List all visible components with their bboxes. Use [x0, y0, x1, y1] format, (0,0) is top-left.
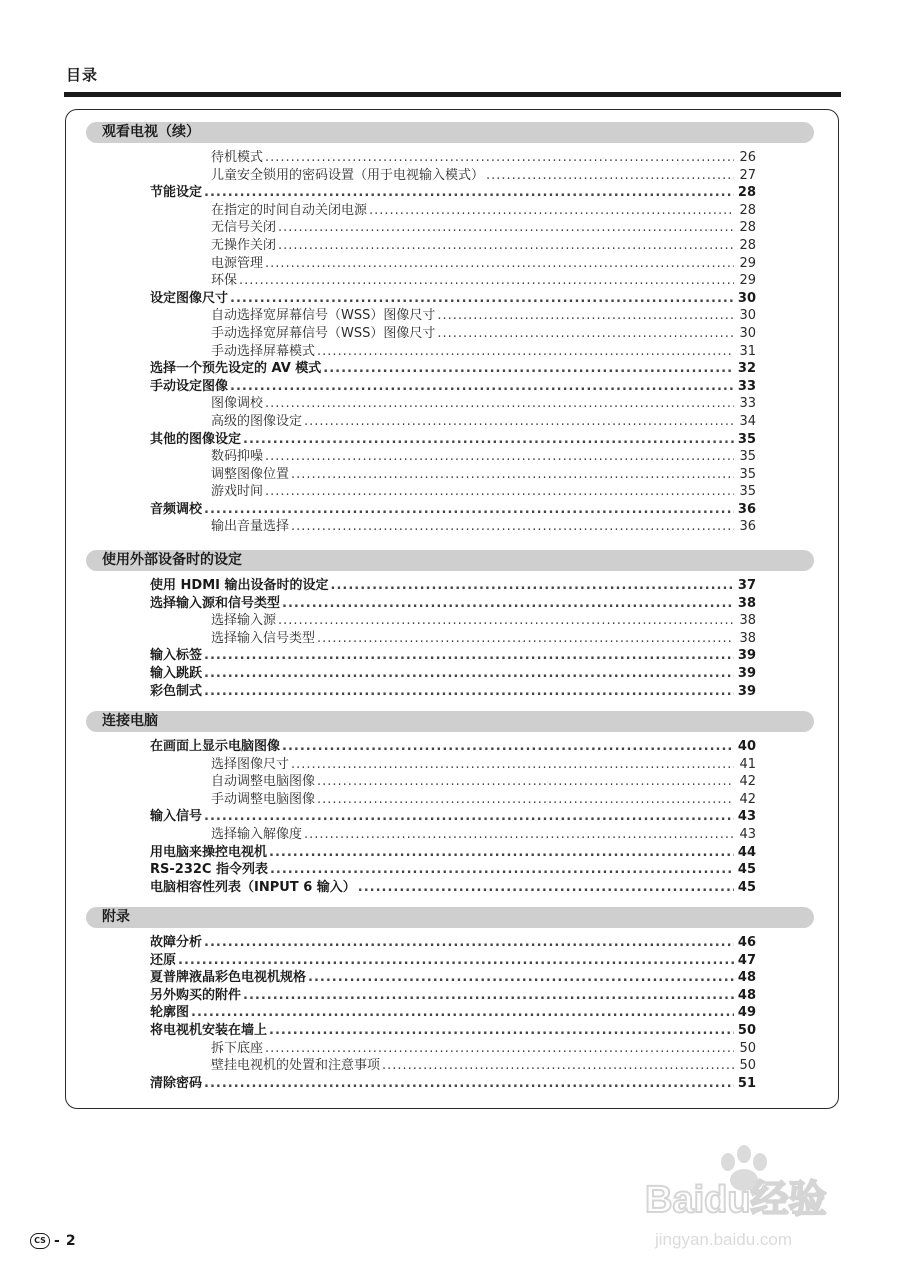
dot-leader — [282, 595, 734, 613]
baidu-jingyan-watermark — [640, 1140, 870, 1260]
entry-page-number: 44 — [737, 844, 756, 860]
entry-label: 无操作关闭 — [211, 237, 277, 253]
dot-leader — [204, 184, 734, 202]
entry-label: 手动选择屏幕模式 — [211, 343, 316, 359]
dot-leader — [291, 466, 734, 484]
entry-label: 节能设定 — [150, 185, 203, 201]
entry-label: 数码抑噪 — [211, 449, 264, 465]
toc-subentry — [211, 1040, 756, 1058]
dot-leader — [358, 879, 734, 897]
toc-subentry — [211, 630, 756, 648]
toc-entry — [150, 987, 756, 1005]
entry-label: 在指定的时间自动关闭电源 — [211, 202, 368, 218]
toc-subentry — [211, 255, 756, 273]
watermark-url: jingyan.baidu.com — [655, 1230, 793, 1249]
entry-page-number: 38 — [739, 613, 756, 629]
entry-page-number: 31 — [739, 343, 756, 359]
dot-leader — [323, 360, 734, 378]
toc-subentry — [211, 343, 756, 361]
dot-leader — [265, 1040, 734, 1058]
entry-page-number: 50 — [739, 1058, 756, 1074]
entry-label: 无信号关闭 — [211, 220, 277, 236]
entry-label: 高级的图像设定 — [211, 413, 303, 429]
toc-entry — [150, 844, 756, 862]
dot-leader — [191, 1004, 734, 1022]
toc-entry — [150, 360, 756, 378]
entry-page-number: 41 — [739, 756, 756, 772]
entry-page-number: 37 — [737, 578, 756, 593]
dot-leader — [265, 483, 734, 501]
entry-label: 轮廓图 — [150, 1005, 190, 1021]
entry-page-number: 48 — [737, 970, 756, 986]
entry-page-number: 32 — [737, 361, 756, 377]
entry-page-number: 39 — [737, 665, 756, 681]
section-entries — [66, 738, 838, 896]
entry-page-number: 43 — [737, 809, 756, 825]
entry-page-number: 42 — [739, 774, 756, 790]
entry-label: 使用 HDMI 输出设备时的设定 — [150, 578, 329, 593]
dot-leader — [239, 272, 734, 290]
entry-page-number: 39 — [737, 648, 756, 664]
entry-page-number: 42 — [739, 791, 756, 807]
dot-leader — [270, 861, 734, 879]
dot-leader — [278, 219, 734, 237]
entry-page-number: 35 — [739, 484, 756, 500]
section-header: 使用外部设备时的设定 — [86, 550, 814, 571]
footer-separator: - — [54, 1233, 60, 1249]
entry-page-number: 28 — [739, 202, 756, 218]
entry-label: 输入信号 — [150, 809, 203, 825]
entry-page-number: 29 — [739, 255, 756, 271]
toc-section-appendix — [66, 907, 838, 1092]
dot-leader — [230, 378, 734, 396]
toc-entry — [150, 184, 756, 202]
entry-label: 调整图像位置 — [211, 466, 290, 482]
entry-page-number: 36 — [737, 501, 756, 517]
entry-page-number: 35 — [739, 449, 756, 465]
dot-leader — [317, 343, 734, 361]
toc-entry — [150, 879, 756, 897]
toc-subentry — [211, 518, 756, 536]
entry-label: 电源管理 — [211, 255, 264, 271]
dot-leader — [304, 413, 734, 431]
entry-label: 故障分析 — [150, 935, 203, 950]
section-entries — [66, 577, 838, 700]
dot-leader — [282, 738, 734, 756]
entry-page-number: 33 — [739, 396, 756, 412]
toc-entry — [150, 1004, 756, 1022]
toc-entry — [150, 934, 756, 952]
toc-subentry — [211, 448, 756, 466]
dot-leader — [204, 934, 734, 952]
toc-subentry — [211, 1057, 756, 1075]
title-rule — [64, 92, 841, 97]
dot-leader — [382, 1057, 734, 1075]
entry-page-number: 30 — [739, 308, 756, 324]
entry-label: 手动调整电脑图像 — [211, 791, 316, 807]
entry-label: 儿童安全锁用的密码设置（用于电视输入模式） — [211, 167, 485, 183]
toc-entry — [150, 683, 756, 701]
toc-subentry — [211, 395, 756, 413]
entry-page-number: 30 — [739, 325, 756, 341]
entry-page-number: 28 — [737, 185, 756, 201]
dot-leader — [269, 1022, 734, 1040]
toc-entry — [150, 1022, 756, 1040]
toc-subentry — [211, 237, 756, 255]
toc-subentry — [211, 826, 756, 844]
entry-label: 拆下底座 — [211, 1040, 264, 1056]
dot-leader — [204, 665, 734, 683]
toc-entry — [150, 501, 756, 519]
dot-leader — [317, 630, 734, 648]
entry-label: 其他的图像设定 — [150, 431, 242, 447]
entry-page-number: 35 — [739, 466, 756, 482]
toc-section-watching-tv — [66, 122, 838, 536]
dot-leader — [308, 969, 734, 987]
entry-label: 音频调校 — [150, 501, 203, 517]
dot-leader — [265, 149, 734, 167]
entry-label: 输出音量选择 — [211, 519, 290, 535]
entry-page-number: 34 — [739, 413, 756, 429]
toc-section-external-devices — [66, 550, 838, 700]
dot-leader — [204, 683, 734, 701]
dot-leader — [230, 290, 734, 308]
toc-subentry — [211, 307, 756, 325]
entry-page-number: 28 — [739, 220, 756, 236]
toc-subentry — [211, 219, 756, 237]
entry-label: 环保 — [211, 273, 238, 289]
entry-page-number: 29 — [739, 273, 756, 289]
entry-page-number: 43 — [739, 826, 756, 842]
entry-page-number: 26 — [739, 150, 756, 165]
toc-subentry — [211, 773, 756, 791]
toc-entry — [150, 577, 756, 595]
entry-label: 选择输入源和信号类型 — [150, 595, 281, 611]
dot-leader — [243, 431, 734, 449]
dot-leader — [204, 647, 734, 665]
toc-entry — [150, 647, 756, 665]
entry-label: 电脑相容性列表（INPUT 6 输入） — [150, 879, 356, 895]
toc-subentry — [211, 612, 756, 630]
toc-subentry — [211, 149, 756, 167]
entry-label: 用电脑来操控电视机 — [150, 844, 268, 860]
entry-label: 手动选择宽屏幕信号（WSS）图像尺寸 — [211, 325, 436, 341]
toc-entry — [150, 969, 756, 987]
entry-page-number: 39 — [737, 683, 756, 699]
entry-label: 手动设定图像 — [150, 378, 229, 394]
entry-label: 彩色制式 — [150, 683, 203, 699]
dot-leader — [304, 826, 734, 844]
entry-page-number: 45 — [737, 862, 756, 878]
entry-label: 输入标签 — [150, 648, 203, 664]
page-title: 目录 — [66, 66, 99, 84]
dot-leader — [278, 237, 734, 255]
entry-page-number: 49 — [737, 1005, 756, 1021]
entry-label: 选择输入信号类型 — [211, 630, 316, 646]
page-footer — [30, 1233, 76, 1249]
toc-entry — [150, 861, 756, 879]
entry-page-number: 36 — [739, 519, 756, 535]
dot-leader — [265, 255, 734, 273]
entry-page-number: 33 — [737, 378, 756, 394]
toc-subentry — [211, 756, 756, 774]
dot-leader — [331, 577, 735, 595]
dot-leader — [486, 167, 734, 185]
entry-label: 选择一个预先设定的 AV 模式 — [150, 361, 322, 377]
toc-entry — [150, 290, 756, 308]
entry-page-number: 50 — [737, 1022, 756, 1038]
section-entries — [66, 149, 838, 536]
entry-label: 壁挂电视机的处置和注意事项 — [211, 1058, 381, 1074]
entry-page-number: 38 — [737, 595, 756, 611]
table-of-contents — [65, 109, 839, 1109]
dot-leader — [317, 773, 734, 791]
language-badge: CS — [30, 1233, 50, 1249]
section-header: 连接电脑 — [86, 711, 814, 732]
entry-page-number: 46 — [737, 935, 756, 950]
toc-entry — [150, 595, 756, 613]
dot-leader — [178, 952, 734, 970]
toc-subentry — [211, 272, 756, 290]
toc-subentry — [211, 413, 756, 431]
dot-leader — [291, 518, 734, 536]
entry-label: 夏普牌液晶彩色电视机规格 — [150, 970, 307, 986]
entry-page-number: 51 — [737, 1075, 756, 1091]
toc-entry — [150, 952, 756, 970]
dot-leader — [317, 791, 734, 809]
dot-leader — [265, 448, 734, 466]
dot-leader — [437, 307, 734, 325]
entry-label: 游戏时间 — [211, 484, 264, 500]
dot-leader — [204, 501, 734, 519]
entry-label: 自动调整电脑图像 — [211, 774, 316, 790]
toc-subentry — [211, 202, 756, 220]
dot-leader — [291, 756, 734, 774]
entry-label: 选择输入解像度 — [211, 826, 303, 842]
toc-subentry — [211, 466, 756, 484]
section-entries — [66, 934, 838, 1092]
toc-subentry — [211, 791, 756, 809]
dot-leader — [437, 325, 734, 343]
toc-entry — [150, 738, 756, 756]
dot-leader — [265, 395, 734, 413]
entry-page-number: 28 — [739, 237, 756, 253]
entry-page-number: 45 — [737, 879, 756, 895]
entry-label: 将电视机安装在墙上 — [150, 1022, 268, 1038]
toc-entry — [150, 378, 756, 396]
entry-page-number: 38 — [739, 630, 756, 646]
entry-label: RS-232C 指令列表 — [150, 862, 268, 878]
entry-label: 输入跳跃 — [150, 665, 203, 681]
toc-entry — [150, 1075, 756, 1093]
page-number: 2 — [65, 1233, 76, 1249]
dot-leader — [243, 987, 734, 1005]
entry-label: 在画面上显示电脑图像 — [150, 739, 281, 754]
entry-label: 另外购买的附件 — [150, 987, 242, 1003]
dot-leader — [278, 612, 734, 630]
dot-leader — [204, 808, 734, 826]
entry-page-number: 40 — [737, 739, 756, 754]
toc-subentry — [211, 167, 756, 185]
section-header: 观看电视（续） — [86, 122, 814, 143]
dot-leader — [269, 844, 734, 862]
toc-section-pc-connection — [66, 711, 838, 896]
entry-page-number: 27 — [739, 167, 756, 183]
entry-page-number: 50 — [739, 1040, 756, 1056]
entry-label: 选择输入源 — [211, 613, 277, 629]
section-header: 附录 — [86, 907, 814, 928]
toc-entry — [150, 665, 756, 683]
entry-label: 还原 — [150, 952, 177, 968]
entry-label: 图像调校 — [211, 396, 264, 412]
entry-page-number: 30 — [737, 290, 756, 306]
watermark-brand: Baidu经验 — [645, 1179, 827, 1221]
entry-label: 设定图像尺寸 — [150, 290, 229, 306]
entry-label: 清除密码 — [150, 1075, 203, 1091]
dot-leader — [204, 1075, 734, 1093]
toc-entry — [150, 808, 756, 826]
entry-label: 自动选择宽屏幕信号（WSS）图像尺寸 — [211, 308, 436, 324]
entry-page-number: 48 — [737, 987, 756, 1003]
entry-label: 待机模式 — [211, 150, 264, 165]
toc-entry — [150, 431, 756, 449]
entry-page-number: 47 — [737, 952, 756, 968]
dot-leader — [369, 202, 734, 220]
toc-subentry — [211, 325, 756, 343]
toc-subentry — [211, 483, 756, 501]
entry-page-number: 35 — [737, 431, 756, 447]
entry-label: 选择图像尺寸 — [211, 756, 290, 772]
